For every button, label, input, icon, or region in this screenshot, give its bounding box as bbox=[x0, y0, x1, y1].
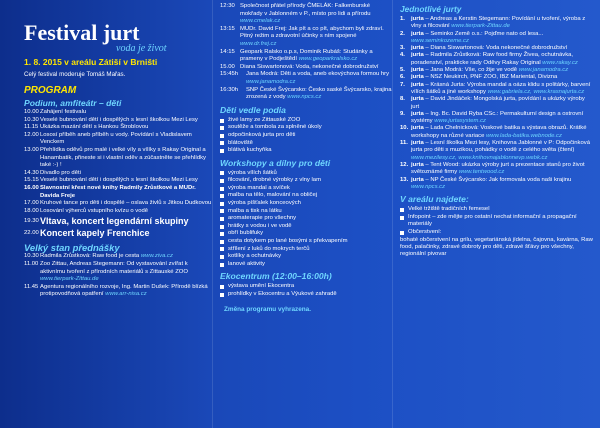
square-bullet-icon bbox=[400, 231, 404, 235]
jurty-heading: Jednotlivé jurty bbox=[400, 4, 462, 14]
jurta-number: 2 . bbox=[400, 31, 411, 46]
jurta-row bbox=[400, 140, 594, 162]
jurta-number: 5 . bbox=[400, 67, 411, 74]
jurta-number: 9 . bbox=[400, 111, 411, 126]
schedule-time: 15.15 bbox=[24, 177, 39, 184]
jurta-desc: – Diana Siswartonová: Voda nekonečné dobrodružství bbox=[423, 45, 568, 52]
schedule-text: Agentura regionálního rozvoje, Ing. Martin Dušek: Přírodě blízká protipovodňová opatření www.arr-nisa.cz bbox=[40, 283, 208, 298]
website-link[interactable]: www.janamodra.cz bbox=[246, 78, 296, 85]
bullet-item bbox=[220, 185, 392, 193]
concert-name: Vltava bbox=[40, 216, 67, 227]
square-bullet-icon bbox=[220, 202, 224, 206]
jurta-title: jurta bbox=[411, 96, 424, 103]
jurta-desc: – Ing. Bc. David Ryba CSc.: Permakulturní design a ostrovní systémy bbox=[411, 110, 584, 125]
program-change-note: Změna programu vyhrazena. bbox=[224, 305, 312, 313]
schedule-text: Přehlídka oděvů pro malé i velké víly a vílíky s Rakay Original a Hanambatik, přineste si i vlastní oděv a zúčastněte se přehlídky také :-) ! bbox=[40, 146, 207, 169]
festival-subtitle: voda je život bbox=[116, 43, 167, 54]
schedule-time: 12.00 bbox=[24, 131, 39, 138]
bullet-text: soutěže a tombola za splněné úkoly bbox=[228, 124, 322, 131]
bullet-text: živé lamy ze Zittauské ZOO bbox=[228, 116, 301, 123]
schedule-time: 19.30 bbox=[24, 218, 39, 225]
jurta-desc: – Lada Chelnicková: Voskové batika a výstava obrazů. Krátké workshopy na různé variace bbox=[411, 125, 587, 139]
jurta-text bbox=[411, 67, 594, 74]
square-bullet-icon bbox=[220, 247, 224, 251]
jurta-number: 3 . bbox=[400, 45, 411, 52]
schedule-text: Veselé bubnování dětí i dospělých s lesní školkou Mezi Lesy bbox=[40, 177, 198, 184]
program-label: PROGRAM bbox=[24, 85, 77, 96]
bullet-text: výroba píšťalek konceových bbox=[228, 200, 301, 207]
bullet-item bbox=[220, 200, 392, 208]
square-bullet-icon bbox=[220, 225, 224, 229]
column-middle bbox=[212, 0, 392, 428]
bullet-item bbox=[220, 238, 392, 246]
bullet-item bbox=[220, 177, 392, 185]
areal-list bbox=[400, 206, 594, 236]
bullet-item bbox=[220, 124, 392, 132]
schedule-time: 22.00 bbox=[24, 230, 39, 237]
velky-stan-heading: Velký stan přednášky bbox=[24, 242, 120, 254]
velky-stan-list bbox=[24, 253, 212, 299]
podium-list bbox=[24, 109, 212, 215]
square-bullet-icon bbox=[400, 208, 404, 212]
jurta-title: jurta bbox=[411, 52, 424, 59]
website-link[interactable]: www.cmelak.cz bbox=[240, 18, 281, 25]
jurta-text bbox=[411, 125, 594, 140]
schedule-time: 14:15 bbox=[220, 48, 235, 55]
jurta-number: 10 . bbox=[400, 125, 411, 140]
square-bullet-icon bbox=[220, 141, 224, 145]
jurta-desc: – Seminko Země o.s.: Pojďme nato od lesa... bbox=[423, 30, 544, 37]
bullet-item bbox=[220, 253, 392, 261]
jurta-text bbox=[411, 140, 594, 162]
jurta-desc: – Andreas a Kerstin Stegemann: Povídání u tvoření, výroba z vlny a filcování bbox=[411, 16, 586, 30]
bullet-text: výroba mandal a svíček bbox=[228, 184, 290, 191]
schedule-row bbox=[24, 185, 212, 200]
bullet-item bbox=[220, 147, 392, 155]
concert-name: Koncert kapely Frenchice bbox=[40, 228, 150, 239]
square-bullet-icon bbox=[220, 285, 224, 289]
square-bullet-icon bbox=[220, 209, 224, 213]
schedule-text: SNP České Švýcarsko: Česko saské Švýcarsko, krajina zrozená z vody www.npcs.cz bbox=[246, 86, 392, 101]
bullet-text: střílení z luků do mokrych terčů bbox=[228, 245, 310, 252]
jurta-row bbox=[400, 111, 594, 126]
jurta-number: 12 . bbox=[400, 162, 411, 177]
jurta-number: 8 . bbox=[400, 96, 411, 111]
website-link[interactable]: www.ziva.cz bbox=[140, 253, 173, 260]
website-link[interactable]: www.tentwood.cz bbox=[458, 169, 505, 176]
jurta-row bbox=[400, 16, 594, 31]
schedule-row bbox=[24, 147, 212, 170]
bullet-item bbox=[400, 206, 594, 214]
jurta-row bbox=[400, 74, 594, 81]
jurta-desc: – Radmila Zrůstková: Raw food firmy Živea, ochutnávka, poradenství, prakticke rady Oděvy Rakay Original bbox=[411, 52, 574, 66]
bullet-item bbox=[220, 261, 392, 269]
schedule-time: 11.00 bbox=[24, 260, 39, 267]
jurta-desc: – NP České Švýcarsko: Jak formovala voda naši krajinu bbox=[423, 176, 572, 183]
schedule-text: Slavnostní křest nové knihy Radmily Zrůstkové a MUDr. Davida Freje bbox=[40, 184, 196, 199]
jurta-number: 13 . bbox=[400, 177, 411, 192]
column-right bbox=[392, 0, 600, 428]
square-bullet-icon bbox=[220, 240, 224, 244]
website-link[interactable]: www.rakay.cz bbox=[542, 59, 578, 66]
bullet-text: filcování, drobné výrobky z vlny lam bbox=[228, 177, 321, 184]
square-bullet-icon bbox=[220, 171, 224, 175]
jurta-text bbox=[411, 162, 594, 177]
schedule-text: Zahájení festivalu bbox=[40, 109, 87, 115]
bullet-item bbox=[220, 215, 392, 223]
jurta-desc: – Jana Modrá: Vše, co žije ve vodě bbox=[423, 67, 518, 74]
food-description: bohaté občerstvení na grilu, vegetariánská jídelna, čajovna, kavárna, Raw food, palačinky, zdravé dobroty pro děti, zdravé šťávy pro všechny, regionální pivovar bbox=[400, 236, 593, 258]
bullet-text: blátoviště bbox=[228, 139, 253, 146]
website-link[interactable]: www.tierpark-Zittau.de bbox=[40, 276, 99, 283]
jurta-title: jurta bbox=[411, 161, 424, 168]
jurta-number: 4 . bbox=[400, 52, 411, 67]
schedule-text: Ukázka mazání dětí s Hankou Štroblovou bbox=[40, 124, 149, 131]
jurta-text bbox=[411, 31, 594, 46]
square-bullet-icon bbox=[220, 134, 224, 138]
schedule-text: Radmila Zrůstková: Raw food je cesta www.ziva.cz bbox=[40, 253, 173, 260]
schedule-time: 16.00 bbox=[24, 184, 39, 191]
jurta-desc: – Krásná Jurta: Výroba mandal a oáza klidu s politárky, barvení vílích šátků a jiné workshopy bbox=[411, 81, 591, 95]
schedule-time: 15:45h bbox=[220, 71, 239, 78]
jurta-row bbox=[400, 96, 594, 111]
schedule-text: Losování výherců vstupního kvízu o vodě bbox=[40, 207, 149, 214]
jurta-desc: – David Jindáček: Mongolská jurta, povídání a ukázky výroby jurt bbox=[411, 96, 585, 110]
website-link[interactable]: www.mezilesy.cz, www.knihovnajablonnevp.webk.cz bbox=[411, 154, 548, 161]
concert-row bbox=[24, 216, 212, 227]
schedule-time: 11.45 bbox=[24, 283, 39, 290]
jurta-text bbox=[411, 111, 594, 126]
square-bullet-icon bbox=[220, 126, 224, 130]
bullet-text: výroba vílích šátků bbox=[228, 169, 277, 176]
jurta-number: 11 . bbox=[400, 140, 411, 162]
website-link[interactable]: www.arr-nisa.cz bbox=[105, 291, 147, 298]
jurta-row bbox=[400, 125, 594, 140]
concert-row bbox=[24, 228, 212, 239]
schedule-text: MUDr. David Frej: Jak pít a co pít, abychom byli zdraví. Pitný režim a zdravotní účinky s ním spojené www.dr.frej.cz bbox=[240, 25, 384, 47]
jurta-title: jurta bbox=[411, 140, 424, 147]
website-link[interactable]: www.geoparkralsko.cz bbox=[298, 56, 358, 63]
jurta-text bbox=[411, 16, 594, 31]
square-bullet-icon bbox=[220, 119, 224, 123]
bullet-item bbox=[220, 208, 392, 216]
website-link[interactable]: www.janamodra.cz bbox=[518, 67, 569, 74]
schedule-text: Zoo Zittau, Andreas Stegemann: Od vystavování zvířat k aktivnímu tvoření z přírodních materiálů s Zittauské ZOO www.tierpark-Zittau.de bbox=[40, 260, 188, 283]
jurty-list bbox=[400, 16, 594, 191]
schedule-time: 14.30 bbox=[24, 169, 39, 176]
schedule-row bbox=[24, 170, 212, 178]
jurta-row bbox=[400, 52, 594, 67]
square-bullet-icon bbox=[220, 217, 224, 221]
deti-podia-list bbox=[220, 117, 392, 155]
jurta-title: jurta bbox=[411, 45, 424, 52]
jurta-number: 7 . bbox=[400, 82, 411, 97]
schedule-time: 13.00 bbox=[24, 146, 39, 153]
podium-heading: Podium, amfiteátr – děti bbox=[24, 98, 122, 108]
jurta-title: jurta bbox=[411, 81, 424, 88]
festival-title: Festival jurt bbox=[24, 20, 140, 45]
concert-text bbox=[40, 216, 212, 227]
jurta-row bbox=[400, 31, 594, 46]
bullet-text: malba na tělo, malování na obličej bbox=[228, 192, 318, 199]
schedule-row bbox=[24, 253, 212, 261]
schedule-time: 18.00 bbox=[24, 207, 39, 214]
jurta-title: jurta bbox=[411, 110, 424, 117]
bullet-item bbox=[400, 214, 594, 229]
bullet-text: odpočinková jurta pro děti bbox=[228, 131, 296, 138]
square-bullet-icon bbox=[220, 293, 224, 297]
schedule-row bbox=[220, 49, 392, 64]
areal-heading: V areálu najdete: bbox=[400, 194, 469, 205]
schedule-row bbox=[24, 132, 212, 147]
bullet-item bbox=[220, 246, 392, 254]
bullet-item bbox=[220, 132, 392, 140]
schedule-text: Kruhové tance pro děti i dospělé – oslava živlů s Jitkou Dudkovou bbox=[40, 200, 212, 207]
square-bullet-icon bbox=[220, 194, 224, 198]
concert-text bbox=[40, 228, 212, 239]
festival-date: 1. 8. 2015 v areálu Zátiší v Brništi bbox=[24, 57, 158, 67]
bullet-item bbox=[220, 223, 392, 231]
schedule-row bbox=[220, 87, 392, 102]
jurta-desc: – Lesní školka Mezi lesy, Knihovna Jablonné v P: Odpočinková jurta pro děti s muzikou, pohádky o vodě z celého světa (čtení) bbox=[411, 140, 590, 154]
schedule-text: Diana Siswartonová: Voda, nekonečné dobrodružství bbox=[240, 63, 379, 70]
schedule-row bbox=[220, 3, 392, 26]
bullet-text: hrátky s vodou i ve vodě bbox=[228, 222, 292, 229]
jurta-title: jurta bbox=[411, 67, 424, 74]
schedule-time: 10.00 bbox=[24, 109, 39, 115]
bullet-text: malba a tisk na látku bbox=[228, 207, 282, 214]
bullet-text: obří bublifuky bbox=[228, 230, 264, 237]
schedule-row bbox=[24, 200, 212, 208]
square-bullet-icon bbox=[220, 179, 224, 183]
bullet-text: lanové aktivity bbox=[228, 260, 265, 267]
schedule-row bbox=[220, 64, 392, 72]
bullet-text: Občerstvení: bbox=[408, 228, 442, 235]
schedule-text: Veselé bubnování dětí i dospělých s lesní školkou Mezi Lesy bbox=[40, 116, 198, 123]
jurta-row bbox=[400, 177, 594, 192]
ekocentrum-list bbox=[220, 283, 392, 298]
square-bullet-icon bbox=[220, 263, 224, 267]
lecture-list-continued bbox=[220, 3, 392, 102]
website-link[interactable]: www.seminkozeme.cz bbox=[411, 37, 469, 44]
jurta-title: jurta bbox=[411, 30, 424, 37]
schedule-time: 10.30 bbox=[24, 253, 39, 260]
bullet-text: Velké tržiště tradičních řemesel bbox=[408, 206, 490, 213]
schedule-time: 12:30 bbox=[220, 3, 235, 9]
bullet-text: výstava umění Ekocentra bbox=[228, 283, 295, 290]
website-link[interactable]: www.dr.frej.cz bbox=[240, 40, 277, 47]
bullet-text: blátivá kuchyňka bbox=[228, 147, 272, 154]
square-bullet-icon bbox=[220, 232, 224, 236]
schedule-text: Geopark Ralsko o.p.s, Dominik Rubáš: Studánky a prameny v Podještědí www.geoparkralsko.cz bbox=[240, 48, 373, 63]
schedule-time: 13:15 bbox=[220, 25, 235, 32]
bullet-text: Infopoint – zde mějte pro ostatní nechat informační a propagační materiály bbox=[408, 213, 577, 228]
schedule-time: 16:30h bbox=[220, 86, 239, 93]
jurta-row bbox=[400, 67, 594, 74]
bullet-item bbox=[220, 291, 392, 299]
workshopy-heading: Workshopy a dílny pro děti bbox=[220, 157, 331, 168]
schedule-row bbox=[24, 177, 212, 185]
jurta-text bbox=[411, 52, 594, 67]
square-bullet-icon bbox=[220, 149, 224, 153]
bullet-item bbox=[220, 230, 392, 238]
schedule-row bbox=[24, 109, 212, 117]
schedule-row bbox=[24, 208, 212, 216]
schedule-text: Divadlo pro děti bbox=[40, 169, 81, 176]
schedule-time: 10.30 bbox=[24, 116, 39, 123]
concert-suffix: , koncert legendární skupiny bbox=[66, 216, 189, 227]
bullet-item bbox=[400, 229, 594, 237]
bullet-text: prohlídky v Ekocentru a Výukové zahradě bbox=[228, 291, 337, 297]
schedule-row bbox=[220, 71, 392, 86]
workshopy-list bbox=[220, 170, 392, 269]
website-link[interactable]: www.lada-batika.webnode.cz bbox=[485, 132, 562, 139]
bullet-item bbox=[220, 117, 392, 125]
jurta-title: jurta bbox=[411, 16, 424, 22]
jurta-title: jurta bbox=[411, 125, 424, 132]
website-link[interactable]: www.npcs.cz bbox=[411, 183, 446, 190]
jurta-text bbox=[411, 177, 594, 192]
website-link[interactable]: www.tierpark-Zittau.de bbox=[451, 23, 510, 30]
square-bullet-icon bbox=[220, 187, 224, 191]
schedule-row bbox=[24, 284, 212, 299]
schedule-time: 11.15 bbox=[24, 124, 39, 131]
square-bullet-icon bbox=[400, 216, 404, 220]
concert-list bbox=[24, 216, 212, 239]
jurta-text bbox=[411, 74, 594, 81]
jurta-title: jurta bbox=[411, 176, 424, 183]
jurta-desc: – Tent Wood: ukázka výroby jurt a prezentace stanů pro život světoznámé firmy bbox=[411, 161, 585, 176]
schedule-time: 17.00 bbox=[24, 200, 39, 207]
square-bullet-icon bbox=[220, 255, 224, 259]
website-link[interactable]: www.npcs.cz bbox=[287, 94, 322, 101]
jurta-desc: – NSZ Neukirch, PNF ZOO, IBZ Mariental, Divizna bbox=[423, 74, 558, 81]
website-link[interactable]: www.jurtasystem.cz bbox=[434, 118, 486, 125]
bullet-text: cesta dotykem po lané bosými s překvapením bbox=[228, 238, 348, 245]
website-link[interactable]: www.gabriela.cz, www.krasnajurta.cz bbox=[487, 88, 585, 95]
jurta-number: 1 . bbox=[400, 16, 411, 31]
bullet-text: kotlíky a ochutnávky bbox=[228, 253, 282, 260]
bullet-item bbox=[220, 140, 392, 148]
jurta-title: jurta bbox=[411, 74, 424, 81]
schedule-text: Jana Modrá: Děti a voda, aneb ekovýchova formou hry www.janamodra.cz bbox=[246, 71, 390, 85]
schedule-row bbox=[24, 124, 212, 132]
bullet-item bbox=[220, 170, 392, 178]
column-left bbox=[0, 0, 212, 428]
schedule-row bbox=[24, 261, 212, 284]
jurta-text bbox=[411, 82, 594, 97]
bullet-item bbox=[220, 283, 392, 291]
schedule-text: Společnost přátel přírody ČMELÁK: Falkenburské mokřady v Jablonném v P., místo pro lidi a přírodu www.cmelak.cz bbox=[240, 3, 371, 25]
schedule-row bbox=[220, 26, 392, 49]
bullet-item bbox=[220, 192, 392, 200]
schedule-text: Lososí příběh aneb příběh u vody. Povídání s Vladislavem Venckem bbox=[40, 131, 192, 146]
jurta-text bbox=[411, 96, 594, 111]
schedule-time: 15.00 bbox=[220, 63, 235, 70]
jurta-row bbox=[400, 162, 594, 177]
ekocentrum-heading: Ekocentrum (12:00–16:00h) bbox=[220, 271, 332, 282]
moderator-note: Celý festival moderuje Tomáš Mařas. bbox=[24, 71, 126, 78]
jurta-number: 6 . bbox=[400, 74, 411, 81]
jurta-row bbox=[400, 82, 594, 97]
bullet-text: aromaterapie pro všechny bbox=[228, 215, 297, 222]
deti-podia-heading: Děti vedle podia bbox=[220, 104, 286, 115]
